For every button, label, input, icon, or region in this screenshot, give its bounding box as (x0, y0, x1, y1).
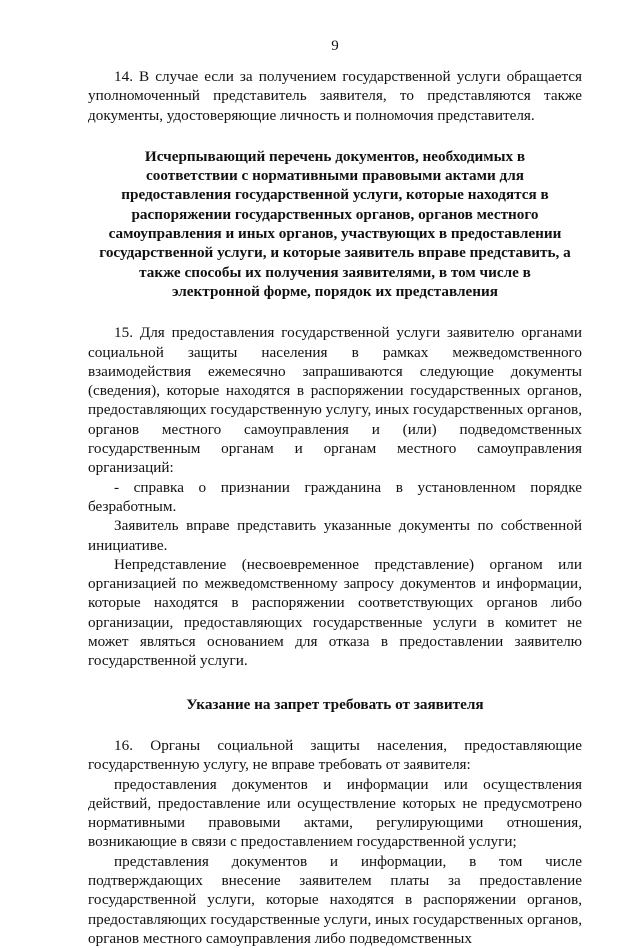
paragraph-15-list-item: - справка о признании гражданина в установленном порядке безработным. (88, 478, 582, 515)
paragraph-16: 16. Органы социальной защиты населения, предоставляющие государственную услугу, не вправе требовать от заявителя: (88, 736, 582, 774)
paragraph-15: 15. Для предоставления государственной услуги заявителю органами социальной защиты населения в рамках межведомственного взаимодействия ежемесячно запрашиваются следующие документы (сведения), которые находятся в распоряжении государственных органов, предоставляющих государственную услугу, иных государственных органов, органов местного самоуправления и (или) подведомственных государственным органам и органам местного самоуправления организаций: (88, 324, 582, 477)
section-heading-documents-list: Исчерпывающий перечень документов, необходимых в соответствии с нормативными правовыми актами для предоставления государственной услуги, которые находятся в распоряжении государственных органов, органов местного самоуправления и иных органов, участвующих в предоставлении государственной услуги, и которые заявитель вправе представить, а также способы их получения заявителями, в том числе в электронной форме, порядок их представления (99, 147, 571, 300)
page-number: 9 (331, 38, 339, 54)
paragraph-16-item-b: представления документов и информации, в том числе подтверждающих внесение заявителем платы за предоставление государственной услуги, которые находятся в распоряжении органов, предоставляющих государственные услуги, иных государственных органов, органов местного самоуправления либо подведомственных (88, 852, 582, 947)
section-heading-prohibition: Указание на запрет требовать от заявителя (186, 695, 484, 713)
paragraph-14: 14. В случае если за получением государственной услуги обращается уполномоченный представитель заявителя, то представляются также документы, удостоверяющие личность и полномочия представителя. (88, 68, 582, 124)
paragraph-15-nonsubmission: Непредставление (несвоевременное представление) органом или организацией по межведомственному запросу документов и информации, которые находятся в распоряжении соответствующих органов либо организации, предоставляющих государственные услуги в комитет не может являться основанием для отказа в предоставлении заявителю государственной услуги. (88, 555, 582, 670)
paragraph-16-item-a: предоставления документов и информации или осуществления действий, предоставление или осуществление которых не предусмотрено нормативными правовыми актами, регулирующими отношения, возникающие в связи с предоставлением государственной услуги; (88, 775, 582, 851)
paragraph-15-applicant-right: Заявитель вправе представить указанные документы по собственной инициативе. (88, 517, 582, 554)
